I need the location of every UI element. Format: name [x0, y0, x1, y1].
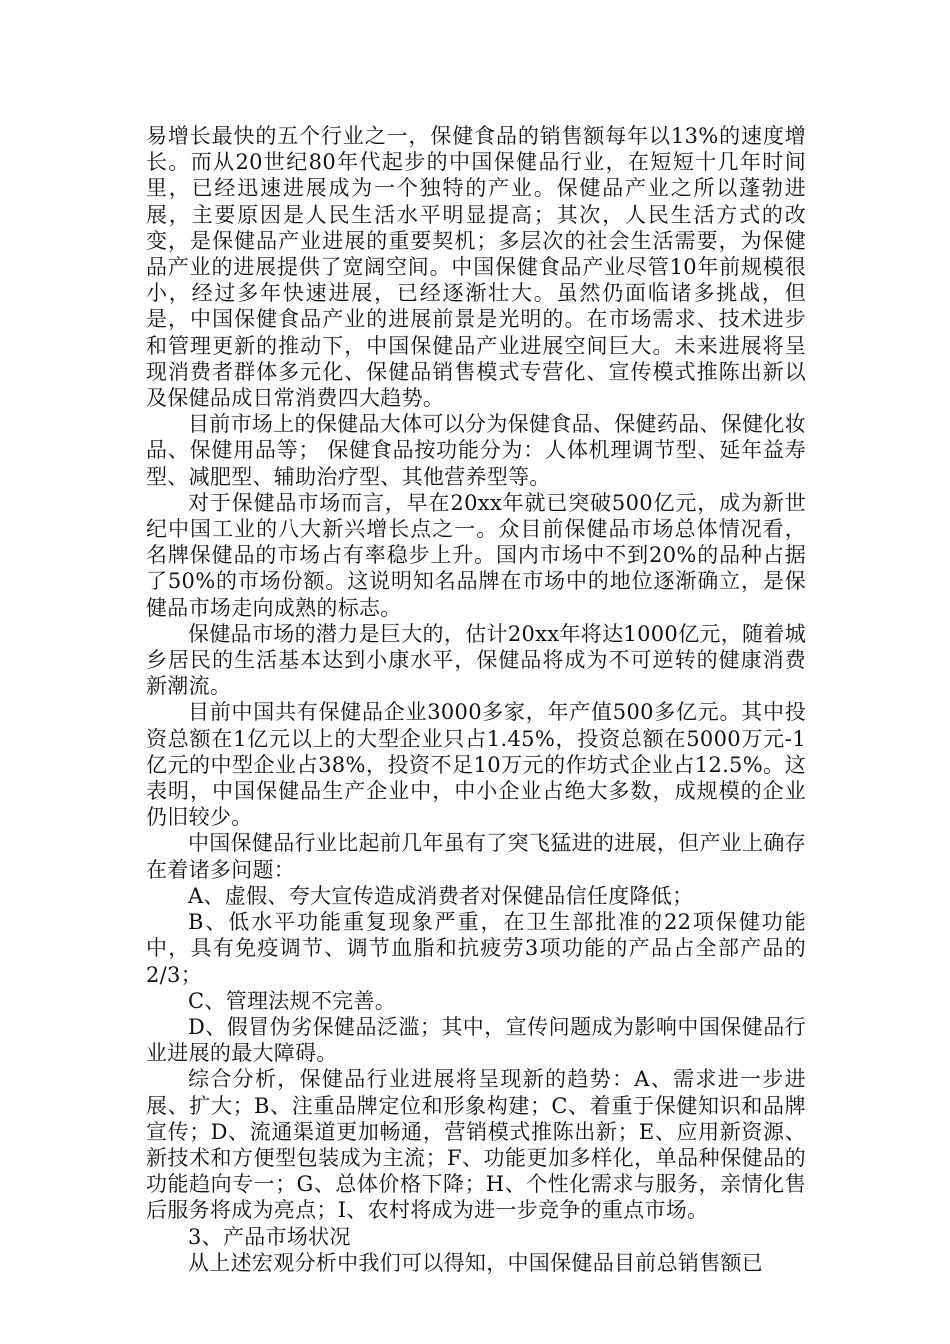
paragraph: 从上述宏观分析中我们可以得知，中国保健品目前总销售额已 [188, 1250, 764, 1275]
list-item: A、虚假、夸大宣传造成消费者对保健品信任度降低； [188, 883, 694, 908]
list-item: B、低水平功能重复现象严重，在卫生部批准的22项保健功能中，具有免疫调节、调节血脂和抗疲劳3项功能的产品占全部产品的2/3； [146, 910, 806, 987]
document-body [146, 123, 806, 1276]
section-heading: 3、产品市场状况 [188, 1224, 351, 1249]
paragraph: 目前中国共有保健品企业3000多家，年产值500多亿元。其中投资总额在1亿元以上的大型企业只占1.45%，投资总额在5000万元-1亿元的中型企业占38%，投资不足10万元的作坊式企业占12.5%。这表明，中国保健品生产企业中，中小企业占绝大多数，成规模的企业仍旧较少。 [146, 700, 806, 830]
paragraph: 易增长最快的五个行业之一，保健食品的销售额每年以13%的速度增长。而从20世纪80年代起步的中国保健品行业，在短短十几年时间里，已经迅速进展成为一个独特的产业。保健品产业之所以蓬勃进展，主要原因是人民生活水平明显提高；其次，人民生活方式的改变，是保健品产业进展的重要契机；多层次的社会生活需要，为保健品产业的进展提供了宽阔空间。中国保健食品产业尽管10年前规模很小，经过多年快速进展，已经逐渐壮大。虽然仍面临诸多挑战，但是，中国保健食品产业的进展前景是光明的。在市场需求、技术进步和管理更新的推动下，中国保健品产业进展空间巨大。未来进展将呈现消费者群体多元化、保健品销售模式专营化、宣传模式推陈出新以及保健品成日常消费四大趋势。 [146, 124, 806, 411]
paragraph: 对于保健品市场而言，早在20xx年就已突破500亿元，成为新世纪中国工业的八大新兴增长点之一。众目前保健品市场总体情况看，名牌保健品的市场占有率稳步上升。国内市场中不到20%的品种占据了50%的市场份额。这说明知名品牌在市场中的地位逐渐确立，是保健品市场走向成熟的标志。 [146, 490, 806, 620]
list-item: C、管理法规不完善。 [188, 988, 397, 1013]
list-item: D、假冒伪劣保健品泛滥；其中，宣传问题成为影响中国保健品行业进展的最大障碍。 [146, 1014, 806, 1066]
paragraph: 目前市场上的保健品大体可以分为保健食品、保健药品、保健化妆品、保健用品等； 保健食品按功能分为：人体机理调节型、延年益寿型、减肥型、辅助治疗型、其他营养型等。 [146, 412, 806, 489]
paragraph: 综合分析，保健品行业进展将呈现新的趋势：A、需求进一步进展、扩大；B、注重品牌定位和形象构建；C、着重于保健知识和品牌宣传；D、流通渠道更加畅通，营销模式推陈出新；E、应用新资源、新技术和方便型包装成为主流；F、功能更加多样化，单品种保健品的功能趋向专一；G、总体价格下降；H、个性化需求与服务，亲情化售后服务将成为亮点；I、农村将成为进一步竞争的重点市场。 [146, 1067, 806, 1223]
paragraph: 保健品市场的潜力是巨大的，估计20xx年将达1000亿元，随着城乡居民的生活基本达到小康水平，保健品将成为不可逆转的健康消费新潮流。 [146, 621, 806, 699]
paragraph: 中国保健品行业比起前几年虽有了突飞猛进的进展，但产业上确存在着诸多问题： [146, 831, 806, 882]
